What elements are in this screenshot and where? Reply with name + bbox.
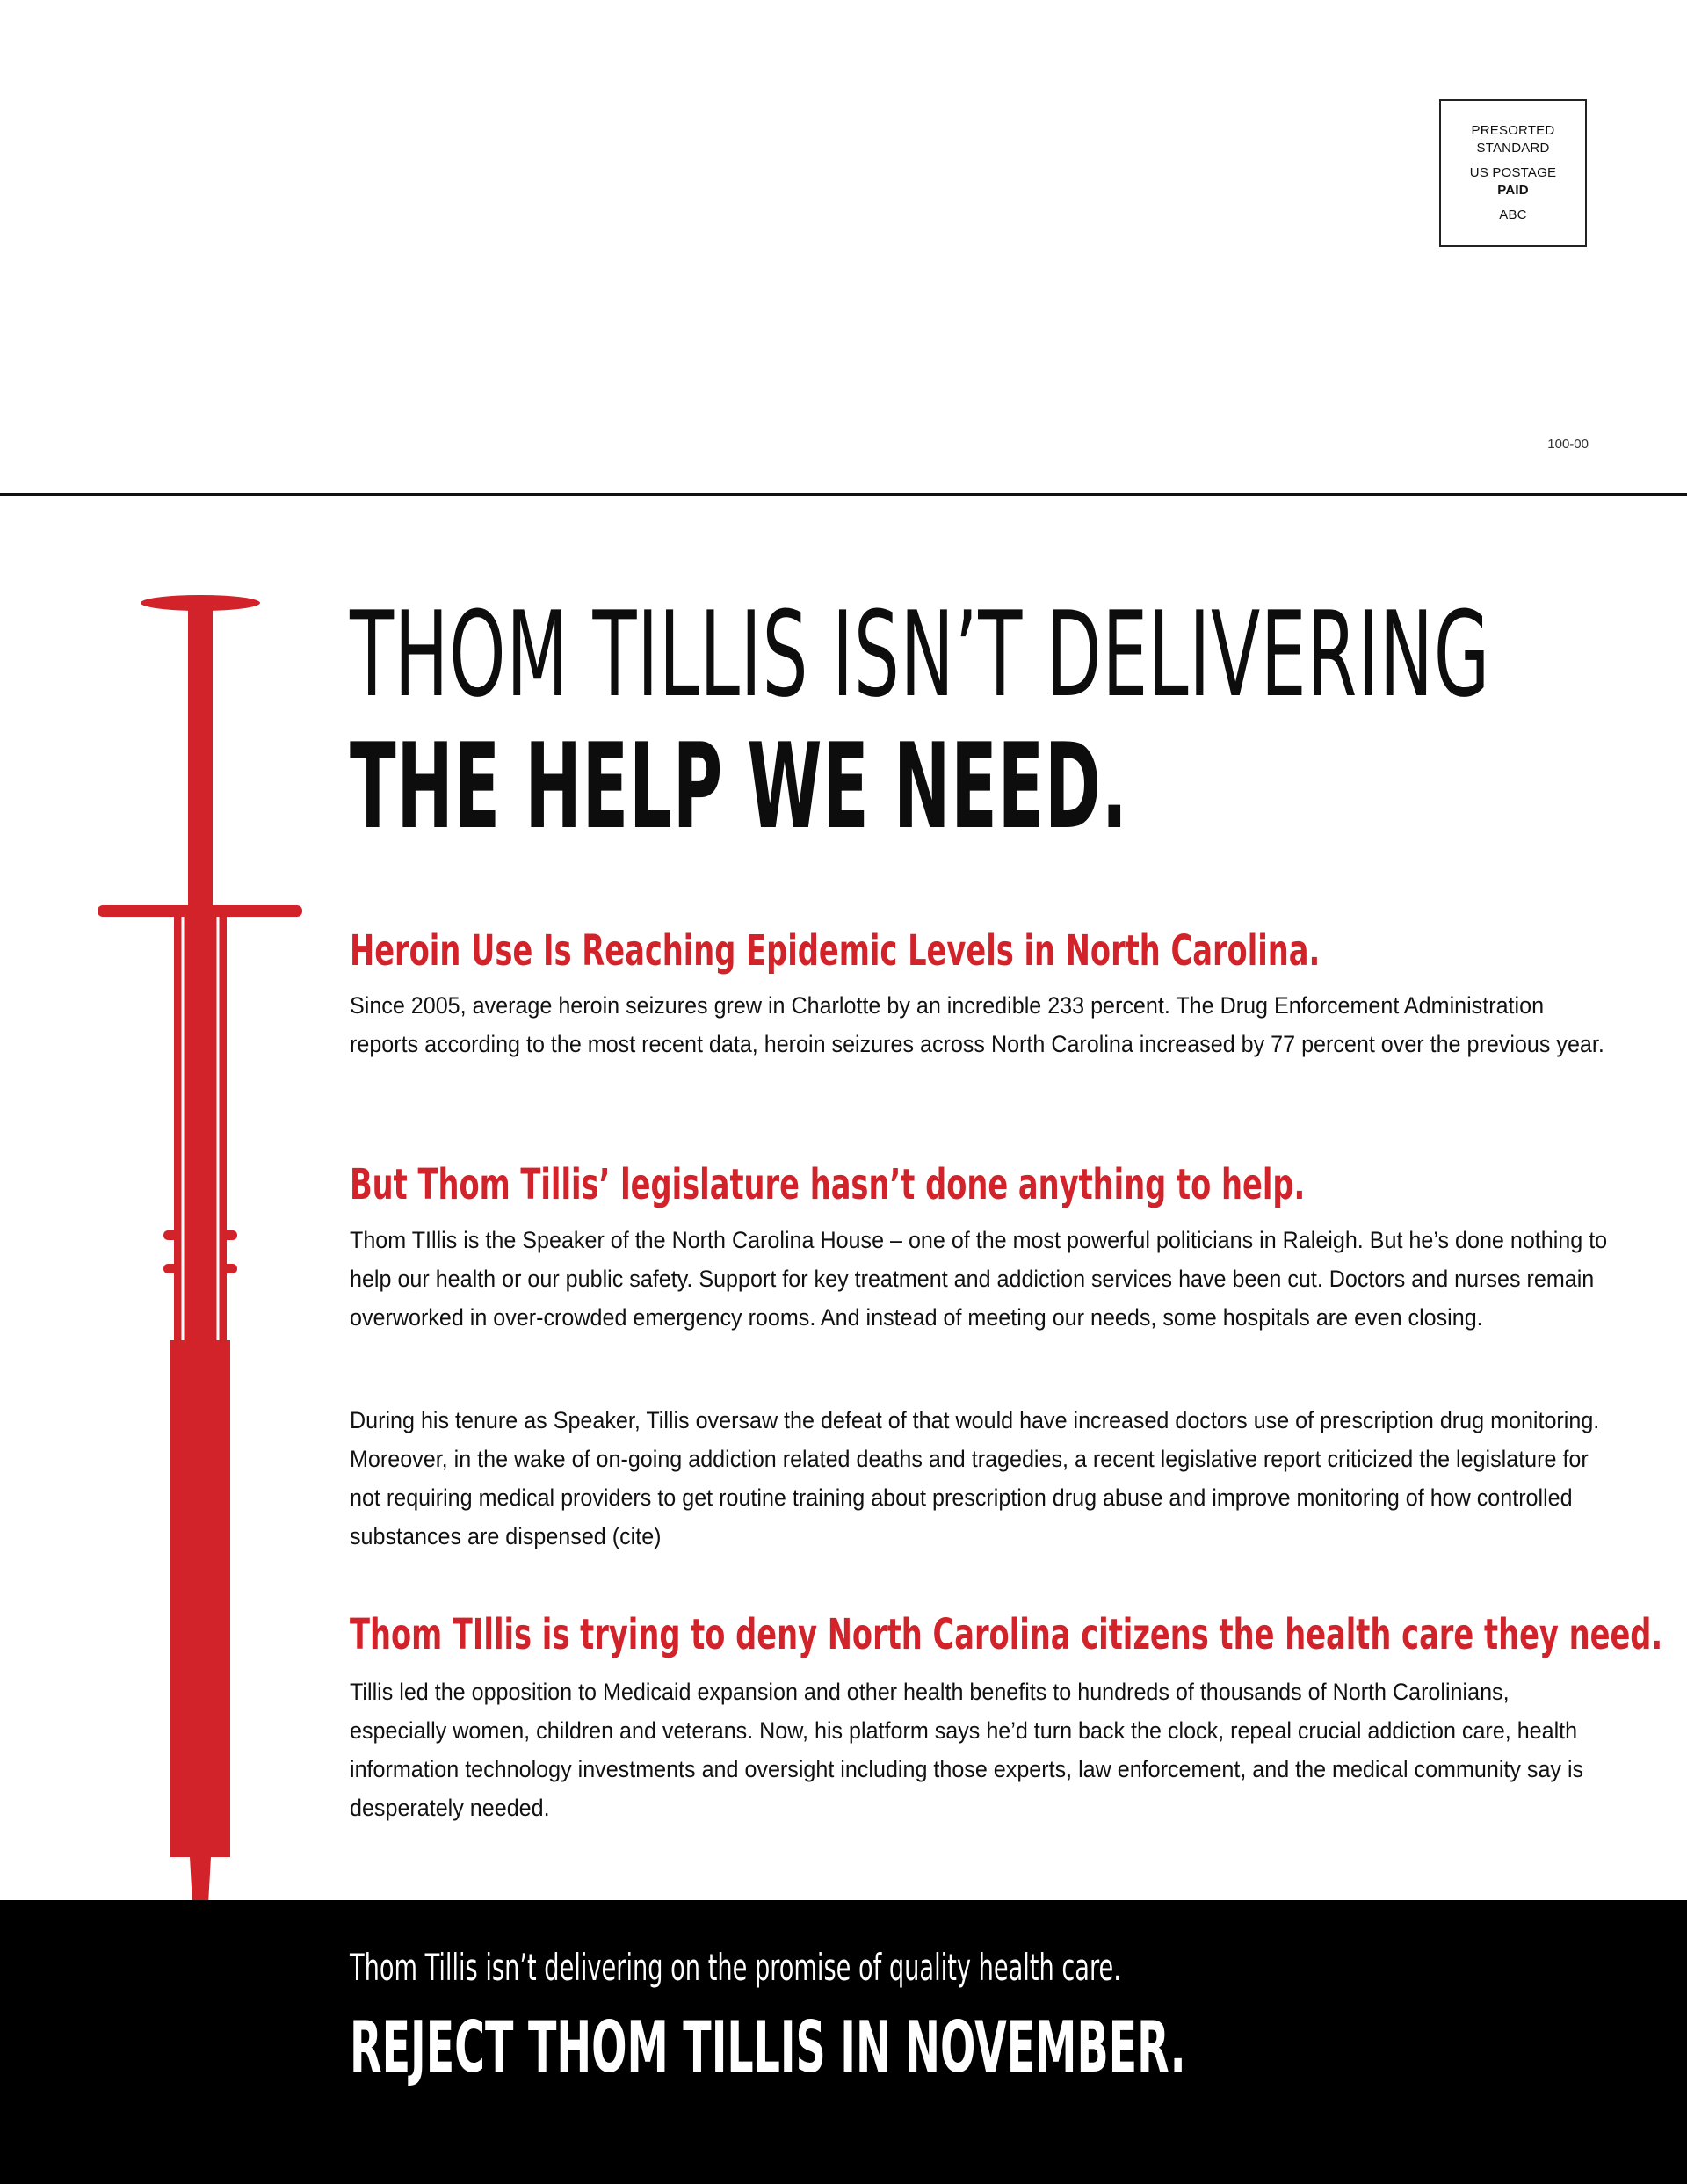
section-paragraph	[350, 1401, 1606, 1556]
headline	[350, 586, 1615, 855]
section-title-legislature: But Thom Tillis’ legislature hasn’t done anything to help.	[350, 1160, 1306, 1209]
syringe-plunger-rod	[188, 606, 213, 923]
syringe-lower-barrel	[170, 1340, 230, 1857]
section-title-health-care: Thom TIllis is trying to deny North Carolina citizens the health care they need.	[350, 1610, 1663, 1659]
footer-tagline: Thom Tillis isn’t delivering on the promise of quality health care.	[350, 1946, 1121, 1989]
section-title-heroin: Heroin Use Is Reaching Epidemic Levels in North Carolina.	[350, 926, 1321, 976]
postage-line: STANDARD	[1476, 141, 1550, 156]
section-paragraph-text: Thom TIllis is the Speaker of the North Carolina House – one of the most powerful politicians in Raleigh. But he’s done nothing to help our health or our public safety. Support for key treatment and addiction services have been cut. Doctors and nurses remain overworked in over-crowded emergency rooms. And instead of meeting our needs, some hospitals are even closing.	[350, 1227, 1608, 1331]
section-paragraph	[350, 1672, 1606, 1827]
mail-code: 100-00	[1547, 437, 1589, 452]
section-paragraph-text: Tillis led the opposition to Medicaid expansion and other health benefits to hundreds of thousands of North Carolinians, especially women, children and veterans. Now, his platform says he’d turn back the clock, repeal crucial addiction care, health information technology investments and oversight including those experts, law enforcement, and the medical community say is desperately needed.	[350, 1679, 1584, 1821]
footer-banner	[0, 1900, 1687, 2184]
postage-line: PRESORTED	[1471, 123, 1555, 138]
syringe-ring	[163, 1230, 237, 1240]
fold-divider	[0, 493, 1687, 496]
syringe-icon	[95, 593, 306, 2087]
syringe-ring	[163, 1264, 237, 1273]
headline-line-1: THOM TILLIS ISN’T DELIVERING	[350, 586, 1490, 723]
section-paragraph	[350, 1221, 1606, 1337]
postage-line: US POSTAGE	[1469, 165, 1557, 180]
section-paragraph-text: Since 2005, average heroin seizures grew in Charlotte by an incredible 233 percent. The Drug Enforcement Administration reports according to the most recent data, heroin seizures across North Carolina increased by 77 percent over the previous year.	[350, 992, 1604, 1057]
postage-indicia	[1439, 99, 1587, 247]
section-paragraph	[350, 986, 1606, 1063]
footer-call-to-action: REJECT THOM TILLIS IN NOVEMBER.	[350, 2006, 1186, 2088]
postage-paid: PAID	[1497, 183, 1529, 198]
syringe-flange	[98, 905, 302, 917]
headline-line-2: THE HELP WE NEED.	[350, 718, 1128, 855]
section-paragraph-text: During his tenure as Speaker, Tillis oversaw the defeat of that would have increased doctors use of prescription drug monitoring. Moreover, in the wake of on-going addiction related deaths and tragedies, a recent legislative report criticized the legislature for not requiring medical providers to get routine training about prescription drug abuse and improve monitoring of how controlled substances are dispensed (cite)	[350, 1407, 1600, 1549]
postage-line: ABC	[1499, 207, 1527, 222]
